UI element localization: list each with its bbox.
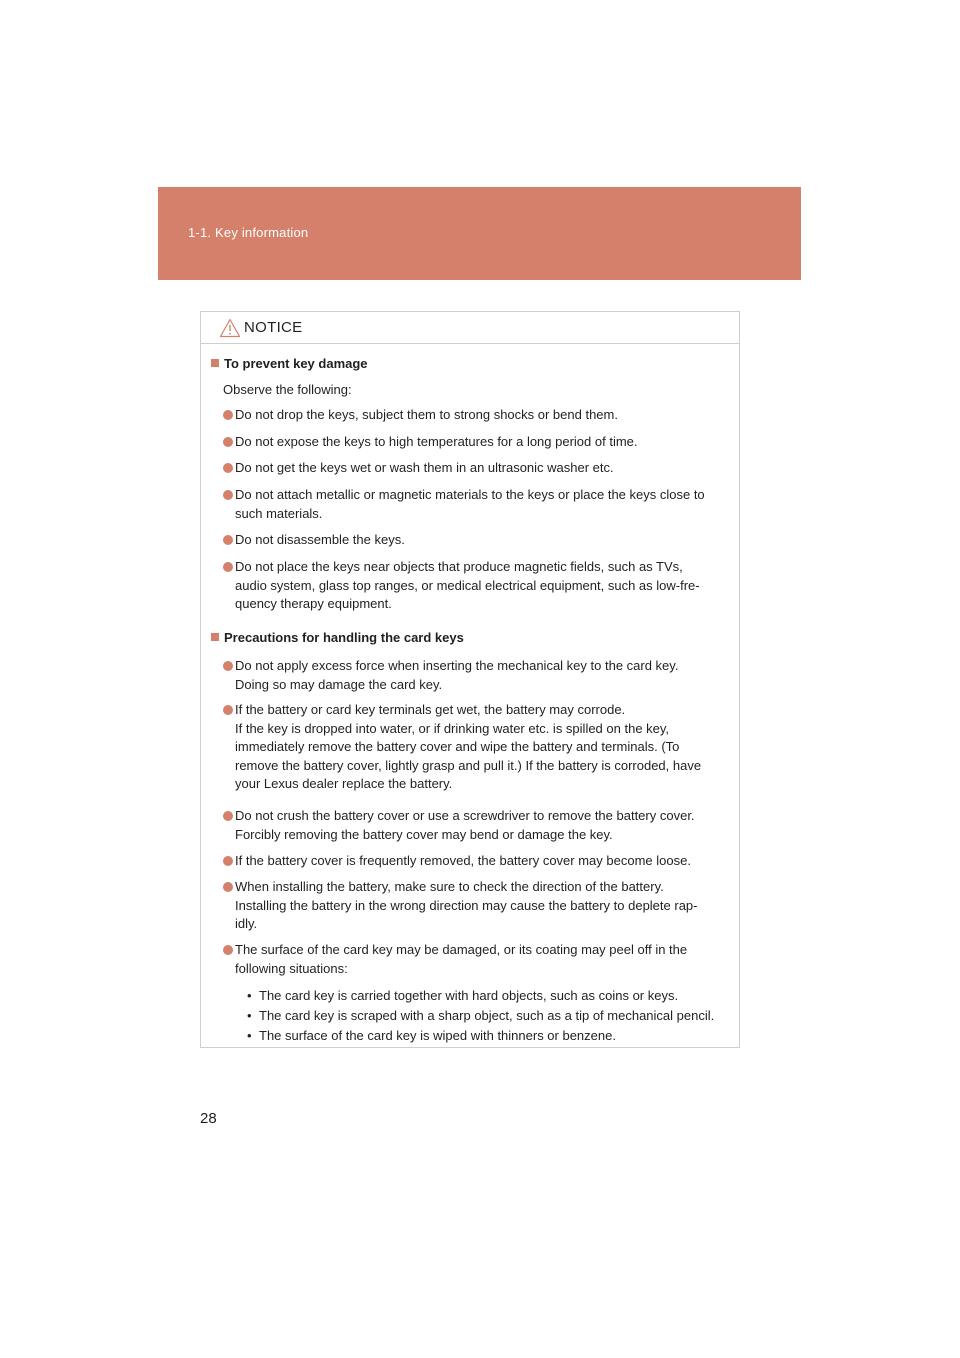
square-bullet-icon: [211, 359, 219, 367]
list-item: Do not apply excess force when inserting the mechanical key to the card key. Doing so may damage the card key.: [223, 657, 737, 694]
section-intro: Observe the following:: [223, 382, 352, 397]
list-item: Do not disassemble the keys.: [223, 531, 737, 550]
list-item: When installing the battery, make sure to check the direction of the battery. Installing the battery in the wrong direction may cause the battery to deplete rap- idly.: [223, 878, 737, 934]
sub-list-item: • The card key is carried together with hard objects, such as coins or keys.: [247, 988, 679, 1003]
circle-bullet-icon: [223, 437, 233, 447]
sub-list-item: • The surface of the card key is wiped with thinners or benzene.: [247, 1028, 616, 1043]
dot-bullet-icon: •: [247, 1008, 252, 1023]
list-item: Do not get the keys wet or wash them in an ultrasonic washer etc.: [223, 459, 737, 478]
section-heading-key-damage: To prevent key damage: [211, 356, 368, 371]
dot-bullet-icon: •: [247, 988, 252, 1003]
dot-bullet-icon: •: [247, 1028, 252, 1043]
circle-bullet-icon: [223, 463, 233, 473]
warning-triangle-icon: [219, 318, 241, 338]
list-item: If the battery or card key terminals get wet, the battery may corrode. If the key is dropped into water, or if drinking water etc. is spilled on the key, immediately remove the battery cover and wipe the battery and terminals. (To remove the battery cover, lightly grasp and pull it.) If the battery is corroded, have your Lexus dealer replace the battery.: [223, 701, 737, 794]
list-item: If the battery cover is frequently removed, the battery cover may become loose.: [223, 852, 737, 871]
notice-header: [201, 312, 739, 344]
list-item: Do not drop the keys, subject them to strong shocks or bend them.: [223, 406, 737, 425]
circle-bullet-icon: [223, 410, 233, 420]
notice-label: NOTICE: [244, 319, 303, 336]
page-number: 28: [200, 1110, 217, 1127]
circle-bullet-icon: [223, 705, 233, 715]
list-item: The surface of the card key may be damaged, or its coating may peel off in the following situations:: [223, 941, 737, 978]
list-item: Do not place the keys near objects that produce magnetic fields, such as TVs, audio system, glass top ranges, or medical electrical equipment, such as low-fre- quency therapy equipment.: [223, 558, 737, 614]
section-header-band: [158, 187, 801, 280]
list-item: Do not attach metallic or magnetic materials to the keys or place the keys close to such materials.: [223, 486, 737, 523]
circle-bullet-icon: [223, 535, 233, 545]
circle-bullet-icon: [223, 562, 233, 572]
section-heading-card-keys: Precautions for handling the card keys: [211, 630, 464, 645]
list-item: Do not crush the battery cover or use a screwdriver to remove the battery cover. Forcibly removing the battery cover may bend or damage the key.: [223, 807, 737, 844]
square-bullet-icon: [211, 633, 219, 641]
circle-bullet-icon: [223, 490, 233, 500]
circle-bullet-icon: [223, 811, 233, 821]
notice-box: [200, 311, 740, 1048]
circle-bullet-icon: [223, 856, 233, 866]
circle-bullet-icon: [223, 882, 233, 892]
section-title: 1-1. Key information: [188, 225, 309, 240]
circle-bullet-icon: [223, 661, 233, 671]
sub-list-item: • The card key is scraped with a sharp object, such as a tip of mechanical pencil.: [247, 1008, 715, 1023]
circle-bullet-icon: [223, 945, 233, 955]
list-item: Do not expose the keys to high temperatures for a long period of time.: [223, 433, 737, 452]
